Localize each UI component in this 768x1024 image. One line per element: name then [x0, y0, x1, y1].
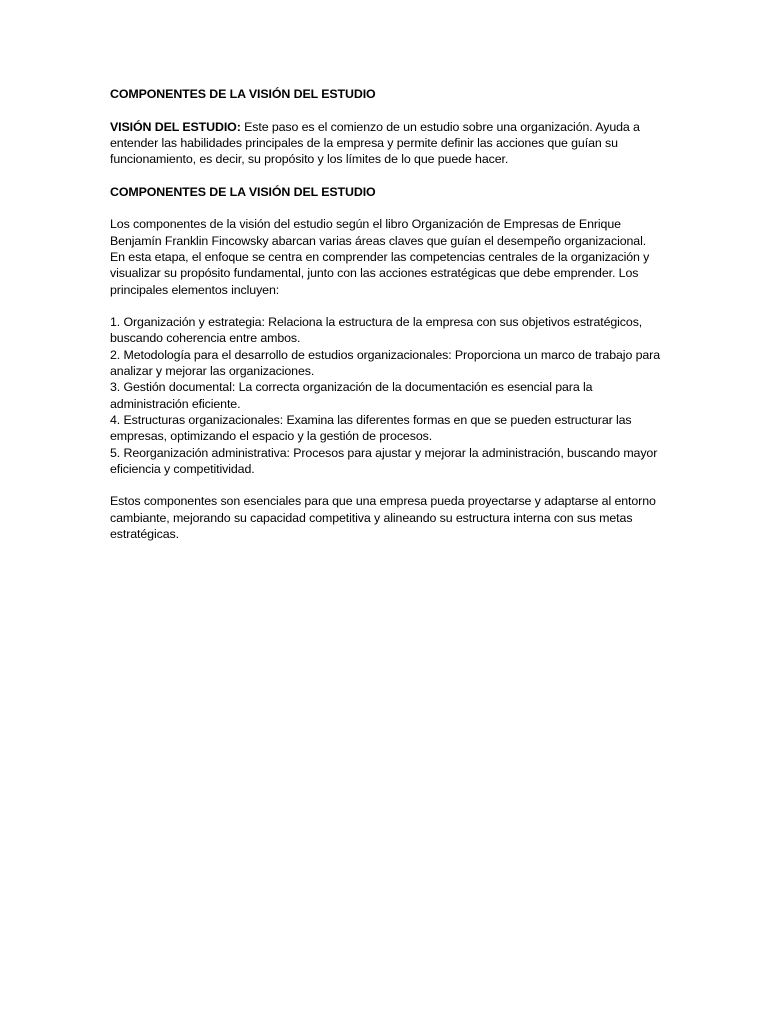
- list-item: 5. Reorganización administrativa: Procesos para ajustar y mejorar la administración, buscando mayor eficiencia y competitividad.: [110, 445, 658, 476]
- spacer: [110, 298, 660, 314]
- list-item: 1. Organización y estrategia: Relaciona la estructura de la empresa con sus objetivos estratégicos, buscando coherencia entre ambos.: [110, 315, 643, 346]
- components-list: [110, 314, 660, 477]
- section-heading-1: COMPONENTES DE LA VISIÓN DEL ESTUDIO: [110, 87, 376, 101]
- intro-paragraph: Los componentes de la visión del estudio según el libro Organización de Empresas de Enrique Benjamín Franklin Fincowsky abarcan varias áreas claves que guían el desempeño organizacional. En esta etapa, el enfoque se centra en comprender las competencias centrales de la organización y visualizar su propósito fundamental, junto con las acciones estratégicas que debe emprender. Los principales elementos incluyen:: [110, 217, 650, 297]
- section-heading-2: COMPONENTES DE LA VISIÓN DEL ESTUDIO: [110, 184, 376, 199]
- list-item: 2. Metodología para el desarrollo de estudios organizacionales: Proporciona un marco de trabajo para analizar y mejorar las organizaciones.: [110, 347, 660, 379]
- document-page: [110, 86, 660, 542]
- list-item: 4. Estructuras organizacionales: Examina las diferentes formas en que se pueden estructurar las empresas, optimizando el espacio y la gestión de procesos.: [110, 412, 632, 444]
- spacer: [110, 200, 660, 216]
- vision-text: Este paso es el comienzo de un estudio sobre una organización. Ayuda a entender las habilidades principales de la empresa y permite definir las acciones que guían su funcionamiento, es decir, su propósito y los límites de lo que puede hacer.: [110, 119, 640, 167]
- vision-lead: VISIÓN DEL ESTUDIO:: [110, 119, 241, 134]
- spacer: [110, 102, 660, 118]
- conclusion-paragraph: Estos componentes son esenciales para que una empresa pueda proyectarse y adaptarse al entorno cambiante, mejorando su capacidad competitiva y alineando su estructura interna con sus metas estratégicas.: [110, 494, 656, 542]
- spacer: [110, 477, 660, 493]
- spacer: [110, 167, 660, 183]
- list-item: 3. Gestión documental: La correcta organización de la documentación es esencial para la administración eficiente.: [110, 380, 593, 411]
- vision-paragraph: [110, 119, 660, 168]
